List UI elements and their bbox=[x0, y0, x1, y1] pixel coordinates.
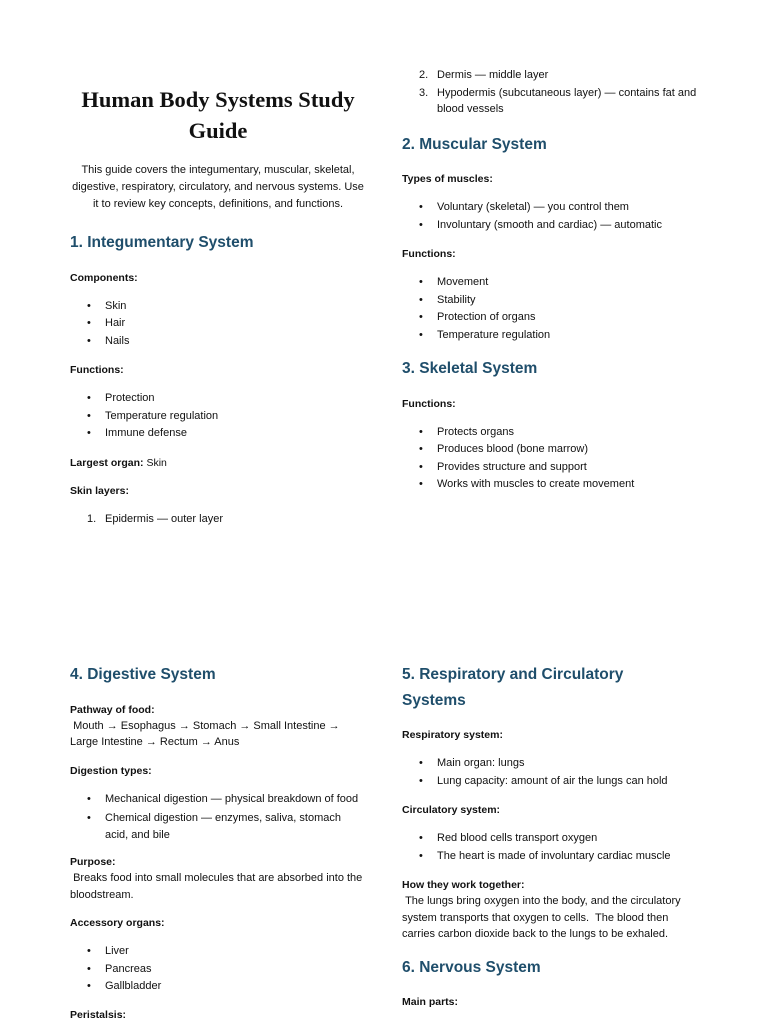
section-heading-integumentary: 1. Integumentary System bbox=[70, 234, 254, 251]
digestion-types-list bbox=[70, 791, 375, 844]
list-item: • Produces blood (bone marrow) bbox=[402, 441, 707, 459]
list-item: • Hair bbox=[70, 315, 375, 333]
section-heading-respiratory-circulatory: 5. Respiratory and Circulatory Systems bbox=[402, 666, 624, 709]
functions-label: Functions: bbox=[402, 248, 456, 260]
pathway-text: Mouth → Esophagus → Stomach → Small Intestine → Large Intestine → Rectum → Anus bbox=[70, 719, 343, 748]
intro-paragraph: This guide covers the integumentary, muscular, skeletal, digestive, respiratory, circulatory, and nervous systems. Use it to review key concepts, definitions, and functions. bbox=[72, 164, 364, 210]
skin-layers-list-part1 bbox=[70, 511, 375, 529]
page1-right-column bbox=[402, 67, 707, 494]
list-item: • Stability bbox=[402, 292, 707, 310]
list-item: • Nails bbox=[70, 333, 375, 351]
list-item: • Pancreas bbox=[70, 961, 375, 979]
list-item: • Protection bbox=[70, 390, 375, 408]
section-heading-skeletal: 3. Skeletal System bbox=[402, 360, 538, 377]
respiratory-system-label: Respiratory system: bbox=[402, 729, 503, 741]
largest-organ-label: Largest organ: bbox=[70, 456, 144, 469]
list-item: • Voluntary (skeletal) — you control them bbox=[402, 199, 707, 217]
list-item: • Protects organs bbox=[402, 424, 707, 442]
muscular-functions-list bbox=[402, 274, 707, 344]
list-number: 2. bbox=[419, 69, 429, 81]
list-item: • Red blood cells transport oxygen bbox=[402, 830, 707, 848]
list-item bbox=[70, 511, 375, 529]
circulatory-list bbox=[402, 830, 707, 865]
document-title: Human Body Systems Study Guide bbox=[81, 87, 355, 143]
digestion-types-label: Digestion types: bbox=[70, 764, 152, 777]
purpose-text: Breaks food into small molecules that are absorbed into the bloodstream. bbox=[70, 872, 366, 901]
main-parts-label: Main parts: bbox=[402, 996, 459, 1008]
list-item: • Main organ: lungs bbox=[402, 755, 707, 773]
accessory-organs-label: Accessory organs: bbox=[70, 917, 165, 929]
functions-label: Functions: bbox=[70, 364, 124, 376]
components-list bbox=[70, 298, 375, 351]
list-item: • Movement bbox=[402, 274, 707, 292]
how-they-work-together-label: How they work together: bbox=[402, 879, 525, 891]
components-label: Components: bbox=[70, 271, 138, 284]
list-item: • Involuntary (smooth and cardiac) — automatic bbox=[402, 217, 707, 235]
list-item: • Temperature regulation bbox=[70, 408, 375, 426]
list-item: • Skin bbox=[70, 298, 375, 316]
list-item: • Liver bbox=[70, 943, 375, 961]
skin-layers-label: Skin layers: bbox=[70, 484, 129, 497]
section-heading-muscular: 2. Muscular System bbox=[402, 135, 547, 153]
list-item: • Gallbladder bbox=[70, 978, 375, 996]
list-item bbox=[402, 85, 697, 118]
list-item bbox=[402, 67, 707, 85]
list-item: • Mechanical digestion — physical breakdown of food bbox=[70, 791, 375, 809]
list-number: 3. bbox=[419, 86, 429, 99]
muscle-types-list bbox=[402, 199, 707, 234]
section-heading-nervous: 6. Nervous System bbox=[402, 958, 541, 976]
circulatory-system-label: Circulatory system: bbox=[402, 804, 501, 816]
largest-organ-line bbox=[70, 455, 375, 471]
page2-left-column bbox=[70, 662, 375, 1023]
list-item: • Lung capacity: amount of air the lungs can hold bbox=[402, 773, 707, 791]
respiratory-list bbox=[402, 755, 707, 790]
list-number: 1. bbox=[87, 512, 97, 525]
section-heading-digestive: 4. Digestive System bbox=[70, 666, 216, 683]
list-item: • Protection of organs bbox=[402, 309, 707, 327]
peristalsis-label: Peristalsis: bbox=[70, 1008, 127, 1021]
skin-layers-list-part2 bbox=[402, 67, 707, 118]
list-item: • Immune defense bbox=[70, 425, 375, 443]
pathway-label: Pathway of food: bbox=[70, 703, 155, 716]
page2-right-column bbox=[402, 662, 707, 1010]
functions-label: Functions: bbox=[402, 397, 456, 410]
largest-organ-value: Skin bbox=[146, 456, 167, 469]
muscle-types-label: Types of muscles: bbox=[402, 173, 493, 185]
page1-left-column bbox=[70, 84, 375, 528]
how-they-work-together-text: The lungs bring oxygen into the body, and the circulatory system transports that oxygen to cells. The blood then carries carbon dioxide back to the lungs to be exhaled. bbox=[402, 895, 684, 940]
list-item: • Works with muscles to create movement bbox=[402, 476, 707, 494]
list-item: • Temperature regulation bbox=[402, 327, 707, 345]
list-item-text: Epidermis — outer layer bbox=[105, 512, 223, 525]
integumentary-functions-list bbox=[70, 390, 375, 443]
list-item-text: Dermis — middle layer bbox=[437, 69, 549, 81]
list-item: • Chemical digestion — enzymes, saliva, stomach acid, and bile bbox=[70, 810, 367, 843]
list-item-text: Hypodermis (subcutaneous layer) — contains fat and blood vessels bbox=[437, 86, 697, 115]
accessory-organs-list bbox=[70, 943, 375, 996]
list-item: • The heart is made of involuntary cardiac muscle bbox=[402, 848, 707, 866]
skeletal-functions-list bbox=[402, 424, 707, 494]
list-item: • Provides structure and support bbox=[402, 459, 707, 477]
purpose-label: Purpose: bbox=[70, 856, 116, 868]
